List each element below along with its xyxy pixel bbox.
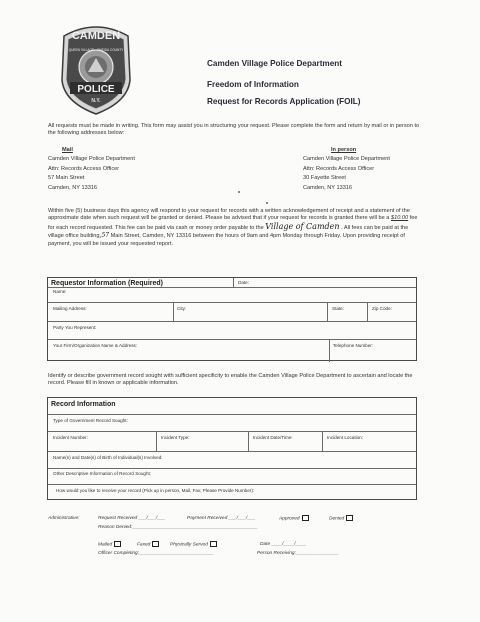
approved-label: Approved [279,516,300,522]
mailed-option[interactable] [98,541,121,547]
scan-speck [266,202,268,204]
scan-speck [238,191,240,193]
city-divider [173,303,174,321]
patch-top-text: CAMDEN [71,30,121,42]
phone-divider [329,340,330,362]
record-section-title: Record Information [51,401,116,408]
mailing-address-field[interactable]: Mailing Address: [53,306,87,311]
department-title: Camden Village Police Department [207,59,342,68]
incident-type-field[interactable]: Incident Type: [161,435,190,440]
incident-date-divider [248,432,249,451]
receive-row [48,484,416,485]
firm-row [48,339,416,340]
fee-text: . All fees can be paid at the village office building [48,224,409,240]
in-person-line: Camden, NY 13316 [303,184,353,191]
patch-bottom-text: POLICE [77,84,115,95]
payment-received-field[interactable]: Payment Received ___/___/___ [187,516,256,521]
zip-divider [367,303,368,321]
mail-line: 57 Main Street [48,175,85,182]
type-row [48,414,416,415]
incident-location-field[interactable]: Incident Location: [327,435,364,440]
individuals-involved-field[interactable]: Name(s) and Date(s) of Birth of Individual(s) Involved: [53,455,163,460]
record-type-field[interactable]: Type of Government Record Sought: [53,418,128,423]
approved-checkbox[interactable] [302,515,309,521]
physically-served-label: Physically Served [170,542,208,548]
record-information-form [47,397,417,500]
physically-served-checkbox[interactable] [210,541,217,547]
incident-datetime-field[interactable]: Incident Date/Time: [253,435,293,440]
date-field[interactable]: Date: [238,280,249,285]
firm-name-address-field[interactable]: Your Firm/Organization Name & Address: [53,343,138,348]
faxed-option[interactable] [137,541,159,547]
mail-line: Camden, NY 13316 [48,184,98,191]
incident-location-divider [322,432,323,451]
requestor-information-form [47,277,417,361]
fee-text: Within five (5) business days this agency will respond to your request for records with a written acknowledgement of receipt and a statement of the approximate date when such request will be granted or denied. Please be advised that if your request for records is granted there will be a [48,208,410,222]
patch-ring-text: QUEEN VILLAGE · ONEIDA COUNTY [68,48,124,52]
state-divider [327,303,328,321]
incident-number-field[interactable]: Incident Number: [53,435,88,440]
date-cell-divider [233,278,234,287]
date-served-field[interactable]: Date ____/____/____ [260,542,307,547]
in-person-line: 30 Fayette Street [303,175,346,182]
approved-option[interactable] [279,515,309,521]
denied-label: Denied [329,516,345,522]
in-person-title: In person [331,147,357,153]
telephone-field[interactable]: Telephone Number: [333,343,374,348]
mail-title: Mail [62,147,73,153]
mailed-checkbox[interactable] [114,541,121,547]
requestor-section-title: Requestor Information (Required) [51,280,164,287]
police-patch-logo [60,22,132,116]
mail-line: Attn: Records Access Officer [48,165,120,172]
intro-paragraph: All requests must be made in writing. This form may assist you in structuring your request. Please complete the form and return by mail or in person to the following addresses below: [48,123,420,137]
name-row [48,287,416,288]
in-person-line: Attn: Records Access Officer [303,165,375,172]
mailed-label: Mailed [98,542,113,548]
officer-completing-field[interactable]: Officer Completing:____________________________ [98,551,214,556]
request-received-field[interactable]: Request Received ___/___/___ [98,516,166,521]
mail-address-block [48,146,135,193]
faxed-label: Faxed [137,542,151,548]
fee-text: Main Street, Camden, NY 13316 between the hours of 9am and 4pm Monday through Friday. Upon providing receipt of payment, you will be issued your requested report. [48,233,405,247]
state-field[interactable]: State: [332,306,345,311]
mailing-row [48,302,416,322]
city-field[interactable]: City: [177,306,187,311]
denied-option[interactable] [329,515,353,521]
handwritten-payee: Village of Camden [265,221,340,231]
in-person-line: Camden Village Police Department [303,156,390,163]
zip-code-field[interactable]: Zip Code: [372,306,392,311]
fee-amount: $10.00 [390,215,409,222]
foi-title: Freedom of Information [207,80,299,89]
person-receiving-field[interactable]: Person Receiving:________________ [257,551,339,556]
patch-state-text: N.Y. [91,98,101,104]
fee-paragraph [48,208,424,248]
administrative-label: Administrative: [48,516,80,521]
form-title: Request for Records Application (FOIL) [207,97,361,106]
physically-served-option[interactable] [170,541,217,547]
in-person-address-block [303,146,390,193]
receive-method-field[interactable]: How would you like to receive your record (Pick up in person, Mail, Fax; Please Provide Number): [56,488,255,493]
other-info-field[interactable]: Other Descriptive Information of Record Sought: [53,471,152,476]
mail-line: Camden Village Police Department [48,156,135,163]
fee-text: fee for each record requested. This fee can be paid via cash or money order payable to the [48,215,418,231]
faxed-checkbox[interactable] [152,541,159,547]
handwritten-address-number: ,57 [99,232,110,240]
name-field[interactable]: Name: [53,289,67,294]
denied-checkbox[interactable] [346,515,353,521]
reason-denied-field[interactable]: Reason Denied:_______________________________________________ [98,525,258,530]
incident-type-divider [156,432,157,451]
identify-paragraph: Identify or describe government record sought with sufficient specificity to enable the Camden Village Police Department to ascertain and locate the record. Please fill in known or applicable information. [48,373,413,387]
other-row [48,468,416,469]
party-you-represent-field[interactable]: Party You Represent: [53,325,97,330]
